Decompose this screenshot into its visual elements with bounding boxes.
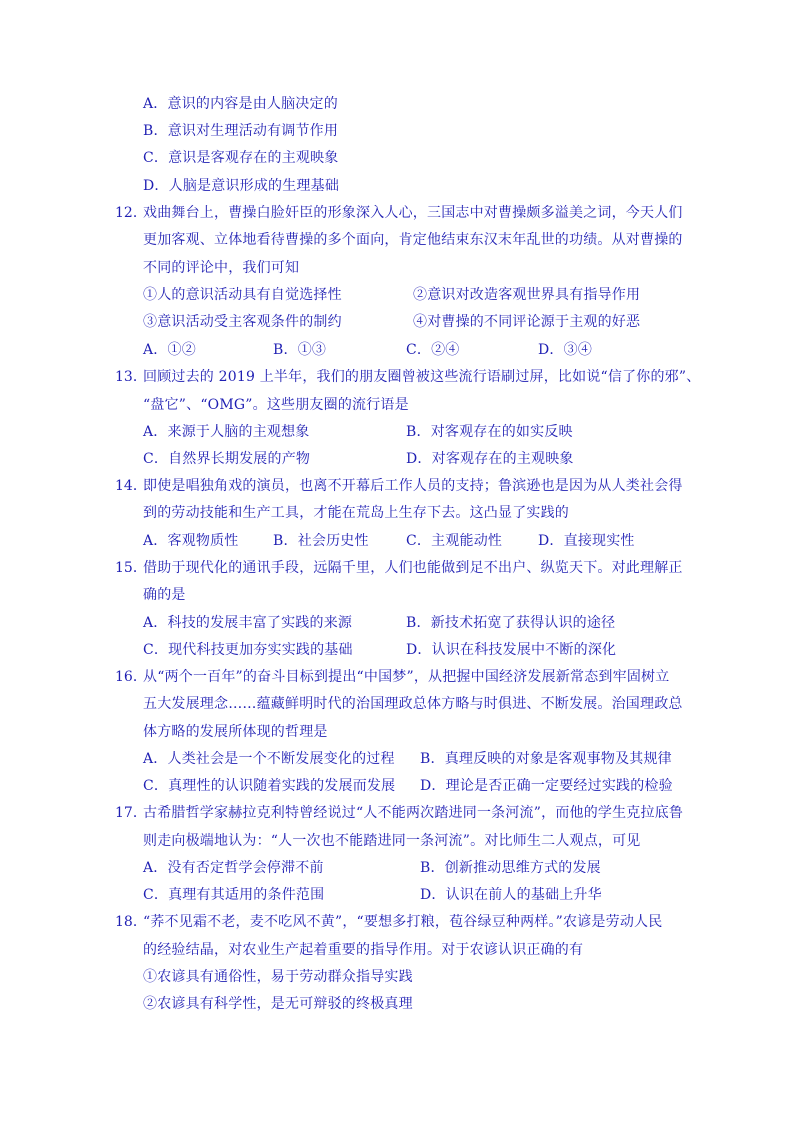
question-stem-line: 到的劳动技能和生产工具，才能在荒岛上生存下去。这凸显了实践的 — [143, 505, 569, 521]
question-number: 14． — [115, 478, 147, 494]
statement-2: ②农谚具有科学性，是无可辩驳的终极真理 — [143, 996, 413, 1012]
question-stem-line: 从“两个一百年”的奋斗目标到提出“中国梦”，从把握中国经济发展新常态到牢固树立 — [143, 669, 670, 685]
option-b: B．真理反映的对象是客观事物及其规律 — [420, 751, 672, 767]
question-stem-line: 不同的评论中，我们可知 — [143, 260, 300, 276]
option-b: B．新技术拓宽了获得认识的途径 — [406, 615, 616, 631]
option-a: A．①② — [143, 342, 196, 358]
option-a: A．人类社会是一个不断发展变化的过程 — [143, 751, 395, 767]
statement-4: ④对曹操的不同评论源于主观的好恶 — [413, 314, 641, 330]
question-stem-line: 古希腊哲学家赫拉克利特曾经说过“人不能两次踏进同一条河流”，而他的学生克拉底鲁 — [143, 805, 684, 821]
question-stem-line: 的经验结晶，对农业生产起着重要的指导作用。对于农谚认识正确的有 — [143, 942, 584, 958]
question-number: 16． — [115, 669, 147, 685]
question-number: 13． — [115, 369, 147, 385]
option-d: D．认识在科技发展中不断的深化 — [406, 642, 617, 658]
option-a: A．没有否定哲学会停滞不前 — [143, 860, 324, 876]
option-a: A．客观物质性 — [143, 533, 239, 549]
question-stem-line: 戏曲舞台上，曹操白脸奸臣的形象深入人心，三国志中对曹操颇多溢美之词，今天人们 — [143, 205, 683, 221]
question-stem-line: 更加客观、立体地看待曹操的多个面向，肯定他结束东汉末年乱世的功绩。从对曹操的 — [143, 232, 683, 248]
option-c: C．自然界长期发展的产物 — [143, 451, 311, 467]
option-d: D．③④ — [538, 342, 593, 358]
question-number: 17． — [115, 805, 147, 821]
question-stem-line: 确的是 — [143, 587, 186, 603]
question-stem-line: 体方略的发展所体现的哲理是 — [143, 724, 328, 740]
statement-2: ②意识对改造客观世界具有指导作用 — [413, 287, 641, 303]
question-stem-line: 五大发展理念……蕴藏鲜明时代的治国理政总体方略与时俱进、不断发展。治国理政总 — [143, 696, 683, 712]
option-b: B．创新推动思维方式的发展 — [420, 860, 601, 876]
option-b: B．社会历史性 — [273, 533, 369, 549]
question-stem-line: 即使是唱独角戏的演员，也离不开幕后工作人员的支持；鲁滨逊也是因为从人类社会得 — [143, 478, 683, 494]
option-d: D．直接现实性 — [538, 533, 635, 549]
question-number: 12． — [115, 205, 147, 221]
option-d: D．理论是否正确一定要经过实践的检验 — [420, 778, 673, 794]
option-c: C．真理性的认识随着实践的发展而发展 — [143, 778, 396, 794]
option-d: D．人脑是意识形成的生理基础 — [143, 178, 340, 194]
statement-1: ①农谚具有通俗性，易于劳动群众指导实践 — [143, 969, 413, 985]
option-b: B．①③ — [273, 342, 327, 358]
question-stem-line: “盘它”、“OMG”。这些朋友圈的流行语是 — [143, 397, 409, 413]
question-stem-line: “荞不见霜不老，麦不吃风不黄”，“要想多打粮，苞谷绿豆种两样。”农谚是劳动人民 — [143, 914, 663, 930]
option-a: A．来源于人脑的主观想象 — [143, 424, 310, 440]
statement-3: ③意识活动受主客观条件的制约 — [143, 314, 342, 330]
option-c: C．真理有其适用的条件范围 — [143, 887, 325, 903]
option-c: C．②④ — [406, 342, 460, 358]
question-number: 15． — [115, 560, 147, 576]
option-b: B．对客观存在的如实反映 — [406, 424, 573, 440]
option-d: D．对客观存在的主观映象 — [406, 451, 574, 467]
option-a: A．科技的发展丰富了实践的来源 — [143, 615, 353, 631]
question-stem-line: 则走向极端地认为：“人一次也不能踏进同一条河流”。对比师生二人观点，可见 — [143, 833, 641, 849]
option-d: D．认识在前人的基础上升华 — [420, 887, 602, 903]
option-b: B．意识对生理活动有调节作用 — [143, 123, 339, 139]
option-a: A．意识的内容是由人脑决定的 — [143, 96, 338, 112]
question-stem-line: 回顾过去的 2019 上半年，我们的朋友圈曾被这些流行语刷过屏，比如说“信了你的邪”、 — [143, 369, 701, 385]
option-c: C．现代科技更加夯实实践的基础 — [143, 642, 353, 658]
statement-1: ①人的意识活动具有自觉选择性 — [143, 287, 342, 303]
question-stem-line: 借助于现代化的通讯手段，远隔千里，人们也能做到足不出户、纵览天下。对此理解正 — [143, 560, 683, 576]
option-c: C．主观能动性 — [406, 533, 503, 549]
option-c: C．意识是客观存在的主观映象 — [143, 150, 339, 166]
question-number: 18． — [115, 914, 147, 930]
